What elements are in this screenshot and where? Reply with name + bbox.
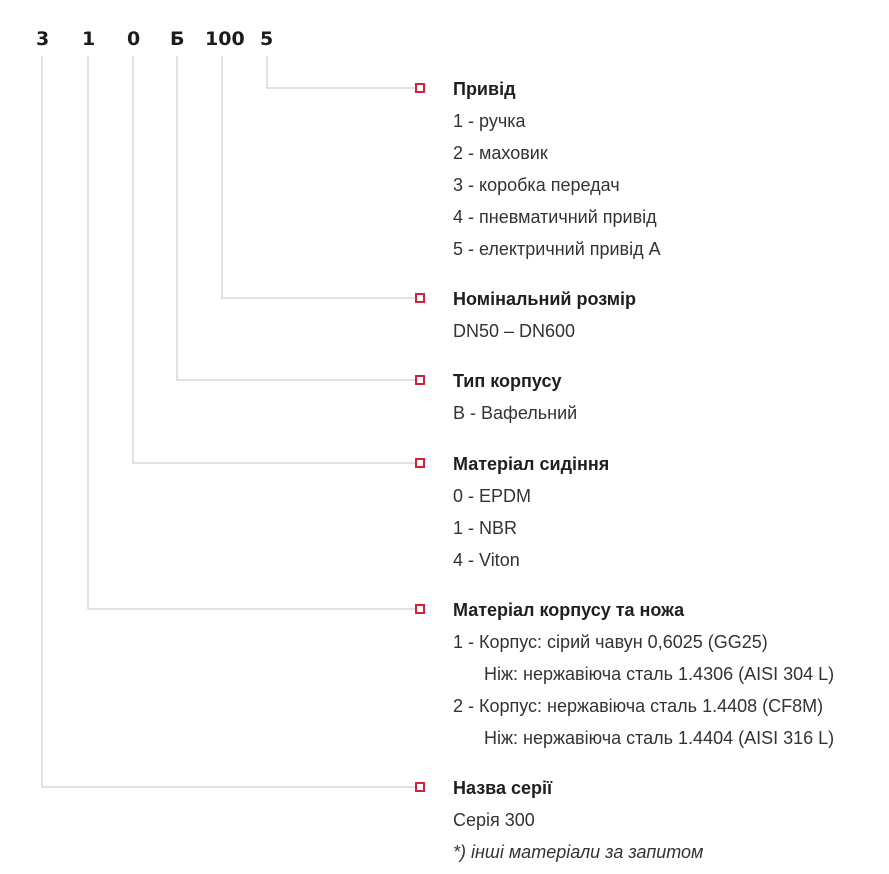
- section-body-type: [453, 371, 577, 435]
- option-line: 4 - пневматичний привід: [453, 207, 657, 227]
- option-line: 5 - електричний привід A: [453, 239, 661, 259]
- option-line: 2 - Корпус: нержавіюча сталь 1.4408 (CF8M): [453, 696, 824, 716]
- option-line: 4 - Viton: [453, 550, 520, 570]
- connector-size: [222, 56, 415, 298]
- code-letter-b: Б: [170, 28, 185, 50]
- section-title: Назва серії: [453, 778, 553, 798]
- code-digit-0: 0: [127, 28, 141, 50]
- option-line: 1 - Корпус: сірий чавун 0,6025 (GG25): [453, 632, 768, 652]
- marker-square-icon: [416, 294, 424, 302]
- option-line-indented: Ніж: нержавіюча сталь 1.4306 (AISI 304 L): [484, 664, 835, 684]
- option-line-indented: Ніж: нержавіюча сталь 1.4404 (AISI 316 L): [484, 728, 835, 748]
- code-digit-1: 1: [82, 28, 96, 50]
- code-digit-5: 5: [260, 28, 274, 50]
- marker-square-icon: [416, 783, 424, 791]
- connector-body-material: [88, 56, 415, 609]
- section-seat: [453, 454, 609, 582]
- option-line: Серія 300: [453, 810, 535, 830]
- section-body-material: [453, 600, 834, 760]
- marker-square-icon: [416, 605, 424, 613]
- section-title: Тип корпусу: [453, 371, 562, 391]
- marker-square-icon: [416, 459, 424, 467]
- connector-series: [42, 56, 415, 787]
- marker-square-icon: [416, 84, 424, 92]
- code-size-100: 100: [205, 28, 245, 50]
- option-line: 0 - EPDM: [453, 486, 532, 506]
- section-title: Привід: [453, 79, 516, 99]
- connector-seat: [133, 56, 415, 463]
- code-digit-3: 3: [36, 28, 50, 50]
- option-line: B - Вафельний: [453, 403, 578, 423]
- footnote: *) інші матеріали за запитом: [453, 842, 704, 862]
- option-line: DN50 – DN600: [453, 321, 576, 341]
- section-title: Матеріал сидіння: [453, 454, 610, 474]
- section-size: [453, 289, 636, 353]
- section-series: [453, 778, 703, 874]
- connector-body-type: [177, 56, 415, 380]
- marker-square-icon: [416, 376, 424, 384]
- option-line: 3 - коробка передач: [453, 175, 620, 195]
- section-title: Матеріал корпусу та ножа: [453, 600, 685, 620]
- connector-drive: [267, 56, 415, 88]
- option-line: 2 - маховик: [453, 143, 548, 163]
- section-title: Номінальний розмір: [453, 289, 637, 309]
- option-line: 1 - ручка: [453, 111, 526, 131]
- option-line: 1 - NBR: [453, 518, 518, 538]
- section-drive: [453, 79, 661, 271]
